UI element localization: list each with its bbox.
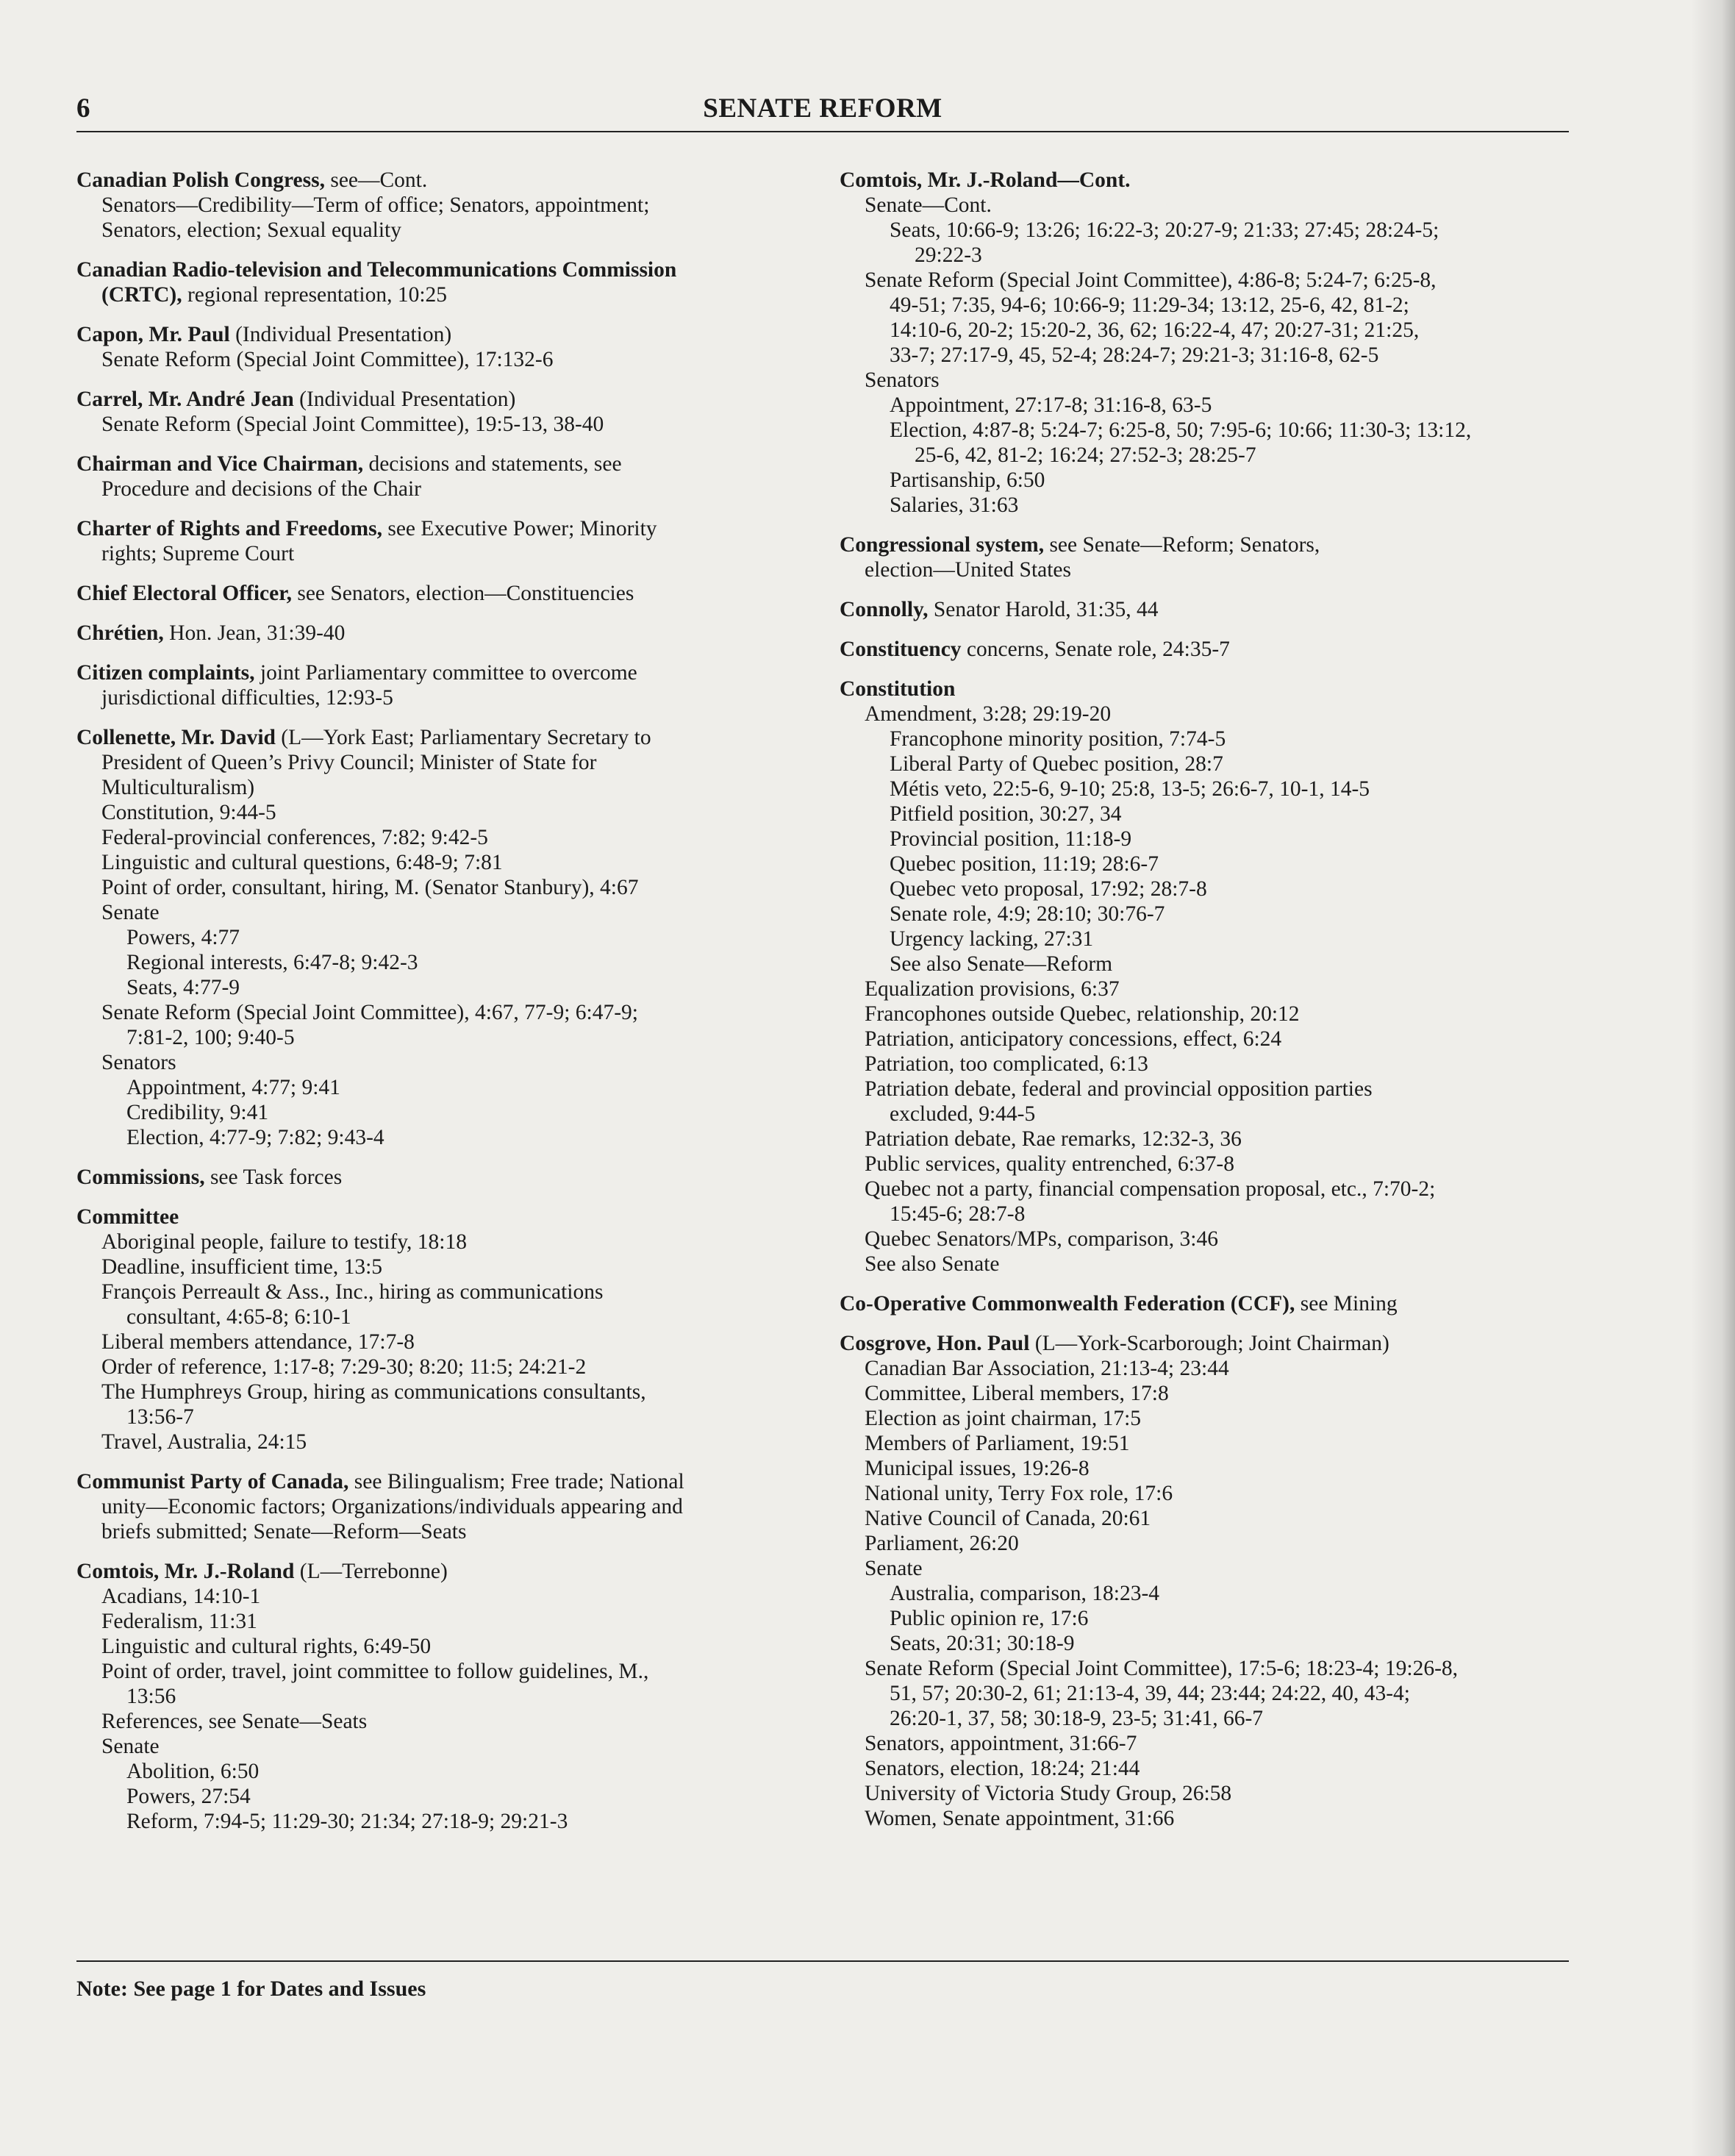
entry-text: Travel, Australia, 24:15	[101, 1430, 307, 1454]
entry-subline	[76, 685, 819, 710]
entry-subline	[76, 1659, 819, 1684]
entry-heading: Chairman and Vice Chairman,	[76, 452, 364, 476]
entry-subline	[76, 1100, 819, 1125]
index-entry	[840, 168, 1575, 518]
entry-subline	[76, 1634, 819, 1659]
entry-subline	[840, 1456, 1575, 1481]
entry-text: Patriation debate, federal and provincial opposition parties	[865, 1077, 1373, 1101]
entry-text: (L—York-Scarborough; Joint Chairman)	[1029, 1332, 1389, 1355]
entry-text: Abolition, 6:50	[126, 1760, 260, 1783]
index-entry	[76, 1204, 819, 1454]
entry-subline	[840, 1052, 1575, 1077]
entry-text: Municipal issues, 19:26-8	[865, 1457, 1090, 1480]
entry-subline	[76, 193, 819, 218]
index-entry	[840, 532, 1575, 582]
index-entry	[76, 1165, 819, 1190]
entry-text: (Individual Presentation)	[293, 388, 516, 411]
entry-subline	[840, 318, 1575, 343]
entry-subline	[76, 1304, 819, 1329]
entry-subline	[76, 282, 819, 307]
entry-text: 25-6, 42, 81-2; 16:24; 27:52-3; 28:25-7	[915, 443, 1256, 467]
entry-subline	[840, 1531, 1575, 1556]
entry-subline	[76, 541, 819, 566]
entry-subline	[840, 1356, 1575, 1381]
entry-heading: Capon, Mr. Paul	[76, 323, 230, 346]
entry-text: see Task forces	[204, 1166, 343, 1189]
entry-subline	[76, 1429, 819, 1454]
entry-text: Senate Reform (Special Joint Committee), 17:5-6; 18:23-4; 19:26-8,	[865, 1657, 1459, 1680]
entry-subline	[76, 218, 819, 243]
entry-text: Deadline, insufficient time, 13:5	[101, 1255, 383, 1279]
entry-text: Point of order, consultant, hiring, M. (Senator Stanbury), 4:67	[101, 876, 639, 899]
entry-text: National unity, Terry Fox role, 17:6	[865, 1482, 1173, 1505]
entry-text: Liberal Party of Quebec position, 28:7	[890, 752, 1223, 776]
entry-text: Federal-provincial conferences, 7:82; 9:42-5	[101, 826, 488, 849]
entry-text: 7:81-2, 100; 9:40-5	[126, 1026, 295, 1049]
index-entry	[76, 1469, 819, 1544]
entry-text: Pitfield position, 30:27, 34	[890, 802, 1122, 826]
footer-note: Note: See page 1 for Dates and Issues	[76, 1977, 426, 2001]
entry-subline	[76, 1494, 819, 1519]
entry-text: Australia, comparison, 18:23-4	[890, 1582, 1160, 1605]
entry-heading: Constituency	[840, 638, 962, 661]
entry-subline	[840, 952, 1575, 977]
entry-text: briefs submitted; Senate—Reform—Seats	[101, 1520, 467, 1543]
entry-text: 14:10-6, 20-2; 15:20-2, 36, 62; 16:22-4, 47; 20:27-31; 21:25,	[890, 318, 1420, 342]
entry-text: Seats, 4:77-9	[126, 976, 240, 999]
entry-text: (L—Terrebonne)	[294, 1560, 448, 1583]
entry-text: Patriation debate, Rae remarks, 12:32-3, 36	[865, 1127, 1242, 1151]
entry-subline	[76, 900, 819, 925]
entry-text: Senators, election, 18:24; 21:44	[865, 1757, 1140, 1780]
entry-heading: Committee	[76, 1205, 179, 1229]
entry-text: Senators, appointment, 31:66-7	[865, 1732, 1137, 1755]
entry-text: Senate Reform (Special Joint Committee), 4:86-8; 5:24-7; 6:25-8,	[865, 268, 1437, 292]
entry-heading: Cosgrove, Hon. Paul	[840, 1332, 1030, 1355]
entry-subline	[840, 468, 1575, 493]
entry-subline	[76, 950, 819, 975]
entry-text: See also Senate—Reform	[890, 952, 1113, 976]
entry-subline	[840, 827, 1575, 852]
page-number: 6	[76, 93, 90, 124]
entry-text: see—Cont.	[324, 168, 428, 192]
entry-text: 33-7; 27:17-9, 45, 52-4; 28:24-7; 29:21-3; 31:16-8, 62-5	[890, 343, 1379, 367]
index-entry	[76, 257, 819, 307]
entry-heading: Co-Operative Commonwealth Federation (CCF),	[840, 1292, 1295, 1316]
index-entry	[76, 660, 819, 710]
entry-text: Partisanship, 6:50	[890, 468, 1045, 492]
entry-subline	[840, 1381, 1575, 1406]
entry-subline	[76, 875, 819, 900]
entry-text: 51, 57; 20:30-2, 61; 21:13-4, 39, 44; 23:44; 24:22, 40, 43-4;	[890, 1682, 1410, 1705]
entry-subline	[840, 1681, 1575, 1706]
entry-heading-line	[840, 168, 1575, 193]
index-entry	[76, 451, 819, 501]
entry-subline	[76, 1519, 819, 1544]
entry-text: excluded, 9:44-5	[890, 1102, 1036, 1126]
page-edge-shadow	[1691, 0, 1735, 2156]
index-entry	[840, 597, 1575, 622]
entry-text: Aboriginal people, failure to testify, 18:18	[101, 1230, 468, 1254]
entry-subline	[76, 1784, 819, 1809]
entry-subline	[840, 1152, 1575, 1177]
index-entry	[76, 322, 819, 372]
entry-heading: Constitution	[840, 677, 956, 701]
entry-heading: Canadian Polish Congress,	[76, 168, 325, 192]
entry-subline	[76, 1000, 819, 1025]
entry-text: Francophone minority position, 7:74-5	[890, 727, 1226, 751]
entry-subline	[840, 1406, 1575, 1431]
entry-subline	[840, 1756, 1575, 1781]
entry-heading-line	[76, 451, 819, 476]
entry-text: The Humphreys Group, hiring as communications consultants,	[101, 1380, 646, 1404]
entry-subline	[76, 1125, 819, 1150]
entry-text: Seats, 10:66-9; 13:26; 16:22-3; 20:27-9; 21:33; 27:45; 28:24-5;	[890, 218, 1439, 242]
entry-subline	[840, 1481, 1575, 1506]
entry-subline	[76, 1254, 819, 1279]
entry-subline	[840, 1431, 1575, 1456]
index-entry	[76, 387, 819, 437]
entry-heading-line	[76, 1469, 819, 1494]
entry-text: Quebec Senators/MPs, comparison, 3:46	[865, 1227, 1218, 1251]
entry-subline	[840, 777, 1575, 802]
entry-heading: Collenette, Mr. David	[76, 726, 276, 749]
entry-text: Powers, 4:77	[126, 926, 240, 949]
index-entry	[76, 516, 819, 566]
entry-heading-line	[76, 621, 819, 646]
entry-heading: Communist Party of Canada,	[76, 1470, 349, 1493]
entry-text: Election, 4:77-9; 7:82; 9:43-4	[126, 1126, 384, 1149]
entry-subline	[840, 1581, 1575, 1606]
entry-text: Acadians, 14:10-1	[101, 1585, 261, 1608]
entry-heading: Canadian Radio-television and Telecommunications Commission	[76, 258, 677, 282]
index-entry	[76, 168, 819, 243]
index-entry	[76, 725, 819, 1150]
entry-subline	[76, 1734, 819, 1759]
entry-heading: Chrétien,	[76, 621, 164, 645]
entry-subline	[840, 218, 1575, 243]
entry-heading: Congressional system,	[840, 533, 1045, 557]
entry-subline	[840, 1806, 1575, 1831]
entry-text: Procedure and decisions of the Chair	[101, 477, 421, 501]
entry-text: Amendment, 3:28; 29:19-20	[865, 702, 1112, 726]
entry-heading-line	[76, 660, 819, 685]
entry-subline	[840, 1077, 1575, 1102]
entry-heading-line	[76, 387, 819, 412]
entry-text: see Bilingualism; Free trade; National	[348, 1470, 684, 1493]
entry-text: unity—Economic factors; Organizations/individuals appearing and	[101, 1495, 683, 1518]
entry-subline	[76, 825, 819, 850]
entry-text: Métis veto, 22:5-6, 9-10; 25:8, 13-5; 26:6-7, 10-1, 14-5	[890, 777, 1370, 801]
entry-heading-line	[76, 581, 819, 606]
entry-subline	[840, 243, 1575, 268]
entry-subline	[840, 927, 1575, 952]
entry-text: Parliament, 26:20	[865, 1532, 1019, 1555]
entry-heading-line	[76, 516, 819, 541]
entry-text: Senate—Cont.	[865, 193, 992, 217]
entry-text: see Senate—Reform; Senators,	[1044, 533, 1320, 557]
entry-text: Credibility, 9:41	[126, 1101, 269, 1124]
entry-subline	[840, 443, 1575, 468]
entry-text: 13:56	[126, 1685, 176, 1708]
entry-text: Senate	[101, 1735, 160, 1758]
entry-heading-line	[76, 322, 819, 347]
entry-text: Francophones outside Quebec, relationship, 20:12	[865, 1002, 1300, 1026]
entry-text: Constitution, 9:44-5	[101, 801, 276, 824]
entry-text: Women, Senate appointment, 31:66	[865, 1807, 1175, 1830]
entry-heading: Charter of Rights and Freedoms,	[76, 517, 382, 540]
entry-text: Committee, Liberal members, 17:8	[865, 1382, 1169, 1405]
entry-heading-line	[76, 725, 819, 750]
entry-text: Native Council of Canada, 20:61	[865, 1507, 1151, 1530]
entry-subline	[76, 1684, 819, 1709]
entry-subline	[76, 800, 819, 825]
entry-subline	[840, 268, 1575, 293]
entry-text: election—United States	[865, 558, 1071, 582]
entry-text: Appointment, 27:17-8; 31:16-8, 63-5	[890, 393, 1212, 417]
entry-text: References, see Senate—Seats	[101, 1710, 368, 1733]
entry-subline	[840, 493, 1575, 518]
entry-subline	[840, 1506, 1575, 1531]
index-column-left	[76, 168, 819, 1849]
entry-subline	[840, 802, 1575, 827]
entry-subline	[840, 293, 1575, 318]
entry-text: Equalization provisions, 6:37	[865, 977, 1120, 1001]
entry-subline	[76, 925, 819, 950]
entry-text: 13:56-7	[126, 1405, 194, 1429]
entry-heading-line	[76, 257, 819, 282]
index-column-right	[840, 168, 1575, 1846]
entry-text: 15:45-6; 28:7-8	[890, 1202, 1026, 1226]
index-entry	[840, 637, 1575, 662]
entry-subline	[76, 775, 819, 800]
entry-subline	[840, 1606, 1575, 1631]
entry-text: 49-51; 7:35, 94-6; 10:66-9; 11:29-34; 13:12, 25-6, 42, 81-2;	[890, 293, 1409, 317]
entry-text: University of Victoria Study Group, 26:58	[865, 1782, 1232, 1805]
entry-subline	[76, 1404, 819, 1429]
entry-text: President of Queen’s Privy Council; Minister of State for	[101, 751, 597, 774]
entry-subline	[76, 850, 819, 875]
entry-subline	[76, 750, 819, 775]
entry-subline	[76, 1379, 819, 1404]
entry-text: Election as joint chairman, 17:5	[865, 1407, 1142, 1430]
entry-heading: Comtois, Mr. J.-Roland—Cont.	[840, 168, 1131, 192]
entry-text: decisions and statements, see	[363, 452, 622, 476]
entry-heading: Citizen complaints,	[76, 661, 255, 685]
entry-subline	[840, 702, 1575, 727]
entry-text: Senate role, 4:9; 28:10; 30:76-7	[890, 902, 1165, 926]
entry-text: Quebec position, 11:19; 28:6-7	[890, 852, 1159, 876]
entry-subline	[76, 1329, 819, 1354]
entry-text: Senator Harold, 31:35, 44	[928, 598, 1159, 621]
entry-text: jurisdictional difficulties, 12:93-5	[101, 686, 393, 710]
entry-text: Senate Reform (Special Joint Committee), 4:67, 77-9; 6:47-9;	[101, 1001, 638, 1024]
entry-subline	[840, 368, 1575, 393]
index-entry	[840, 1291, 1575, 1316]
entry-subline	[76, 412, 819, 437]
entry-text: Senators	[101, 1051, 176, 1074]
entry-subline	[840, 557, 1575, 582]
index-entry	[840, 677, 1575, 1277]
entry-text: Urgency lacking, 27:31	[890, 927, 1094, 951]
entry-heading-line	[76, 1559, 819, 1584]
entry-text: Regional interests, 6:47-8; 9:42-3	[126, 951, 418, 974]
entry-text: regional representation, 10:25	[182, 283, 448, 307]
entry-subline	[76, 1584, 819, 1609]
entry-subline	[840, 1127, 1575, 1152]
entry-subline	[840, 193, 1575, 218]
entry-subline	[76, 1075, 819, 1100]
entry-heading-line	[76, 168, 819, 193]
entry-subline	[76, 1229, 819, 1254]
entry-heading: Commissions,	[76, 1166, 205, 1189]
entry-text: Linguistic and cultural rights, 6:49-50	[101, 1635, 432, 1658]
entry-text: Provincial position, 11:18-9	[890, 827, 1132, 851]
entry-text: Senate Reform (Special Joint Committee), 17:132-6	[101, 348, 554, 371]
entry-heading-line	[840, 637, 1575, 662]
entry-subline	[76, 1709, 819, 1734]
entry-text: rights; Supreme Court	[101, 542, 295, 565]
entry-subline	[840, 877, 1575, 902]
entry-subline	[76, 1809, 819, 1834]
entry-heading: Connolly,	[840, 598, 929, 621]
entry-text: Senators, election; Sexual equality	[101, 218, 401, 242]
entry-text: see Senators, election—Constituencies	[291, 582, 634, 605]
entry-text: Seats, 20:31; 30:18-9	[890, 1632, 1075, 1655]
entry-text: Salaries, 31:63	[890, 493, 1019, 517]
entry-text: Quebec not a party, financial compensation proposal, etc., 7:70-2;	[865, 1177, 1436, 1201]
entry-subline	[76, 347, 819, 372]
entry-text: Election, 4:87-8; 5:24-7; 6:25-8, 50; 7:95-6; 10:66; 11:30-3; 13:12,	[890, 418, 1472, 442]
entry-heading-line	[840, 677, 1575, 702]
entry-text: see Mining	[1295, 1292, 1398, 1316]
entry-text: Senate Reform (Special Joint Committee), 19:5-13, 38-40	[101, 413, 604, 436]
entry-subline	[840, 1631, 1575, 1656]
entry-subline	[840, 977, 1575, 1002]
entry-text: Public opinion re, 17:6	[890, 1607, 1089, 1630]
entry-text: joint Parliamentary committee to overcome	[254, 661, 637, 685]
entry-text: (Individual Presentation)	[229, 323, 452, 346]
entry-subline	[840, 1656, 1575, 1681]
entry-heading: (CRTC),	[101, 283, 182, 307]
entry-heading-line	[840, 597, 1575, 622]
entry-subline	[840, 1027, 1575, 1052]
entry-text: Senators—Credibility—Term of office; Senators, appointment;	[101, 193, 650, 217]
entry-text: consultant, 4:65-8; 6:10-1	[126, 1305, 351, 1329]
page-header	[76, 87, 1569, 132]
entry-heading-line	[840, 1331, 1575, 1356]
index-entry	[840, 1331, 1575, 1831]
entry-text: Senate	[865, 1557, 923, 1580]
entry-subline	[840, 1102, 1575, 1127]
entry-text: 29:22-3	[915, 243, 982, 267]
entry-subline	[76, 1050, 819, 1075]
entry-text: Canadian Bar Association, 21:13-4; 23:44	[865, 1357, 1229, 1380]
entry-subline	[840, 1252, 1575, 1277]
entry-text: Multiculturalism)	[101, 776, 255, 799]
entry-text: Members of Parliament, 19:51	[865, 1432, 1130, 1455]
index-entry	[76, 581, 819, 606]
entry-subline	[840, 902, 1575, 927]
entry-heading-line	[76, 1165, 819, 1190]
entry-heading: Comtois, Mr. J.-Roland	[76, 1560, 295, 1583]
entry-subline	[76, 476, 819, 501]
entry-subline	[76, 1609, 819, 1634]
entry-text: Liberal members attendance, 17:7-8	[101, 1330, 415, 1354]
entry-subline	[76, 1759, 819, 1784]
entry-text: Point of order, travel, joint committee to follow guidelines, M.,	[101, 1660, 649, 1683]
entry-text: Senate	[101, 901, 160, 924]
entry-text: Hon. Jean, 31:39-40	[163, 621, 346, 645]
entry-text: 26:20-1, 37, 58; 30:18-9, 23-5; 31:41, 66-7	[890, 1707, 1264, 1730]
entry-text: Reform, 7:94-5; 11:29-30; 21:34; 27:18-9; 29:21-3	[126, 1810, 568, 1833]
entry-text: Powers, 27:54	[126, 1785, 251, 1808]
entry-subline	[840, 1202, 1575, 1227]
entry-text: concerns, Senate role, 24:35-7	[961, 638, 1230, 661]
entry-subline	[76, 1354, 819, 1379]
entry-text: Patriation, anticipatory concessions, effect, 6:24	[865, 1027, 1282, 1051]
entry-text: Federalism, 11:31	[101, 1610, 257, 1633]
entry-text: Patriation, too complicated, 6:13	[865, 1052, 1148, 1076]
entry-text: Quebec veto proposal, 17:92; 28:7-8	[890, 877, 1207, 901]
entry-subline	[840, 1227, 1575, 1252]
entry-subline	[840, 418, 1575, 443]
entry-heading: Carrel, Mr. André Jean	[76, 388, 294, 411]
entry-text: Appointment, 4:77; 9:41	[126, 1076, 340, 1099]
index-entry	[76, 1559, 819, 1834]
entry-subline	[840, 1731, 1575, 1756]
entry-subline	[840, 1177, 1575, 1202]
entry-heading-line	[840, 1291, 1575, 1316]
footer-rule	[76, 1960, 1569, 1962]
entry-subline	[840, 343, 1575, 368]
entry-subline	[840, 1706, 1575, 1731]
entry-text: Linguistic and cultural questions, 6:48-9; 7:81	[101, 851, 503, 874]
entry-text: Senators	[865, 368, 940, 392]
index-entry	[76, 621, 819, 646]
entry-subline	[840, 752, 1575, 777]
entry-heading-line	[76, 1204, 819, 1229]
entry-subline	[76, 975, 819, 1000]
entry-subline	[840, 1002, 1575, 1027]
entry-heading: Chief Electoral Officer,	[76, 582, 292, 605]
entry-subline	[840, 727, 1575, 752]
entry-subline	[76, 1279, 819, 1304]
entry-heading-line	[840, 532, 1575, 557]
entry-text: François Perreault & Ass., Inc., hiring as communications	[101, 1280, 604, 1304]
entry-subline	[840, 393, 1575, 418]
entry-subline	[840, 852, 1575, 877]
entry-text: See also Senate	[865, 1252, 1000, 1276]
entry-text: Order of reference, 1:17-8; 7:29-30; 8:20; 11:5; 24:21-2	[101, 1355, 587, 1379]
entry-text: (L—York East; Parliamentary Secretary to	[275, 726, 651, 749]
entry-subline	[76, 1025, 819, 1050]
entry-text: Public services, quality entrenched, 6:37-8	[865, 1152, 1234, 1176]
entry-subline	[840, 1781, 1575, 1806]
entry-subline	[840, 1556, 1575, 1581]
entry-text: see Executive Power; Minority	[382, 517, 657, 540]
running-title: SENATE REFORM	[703, 93, 942, 124]
